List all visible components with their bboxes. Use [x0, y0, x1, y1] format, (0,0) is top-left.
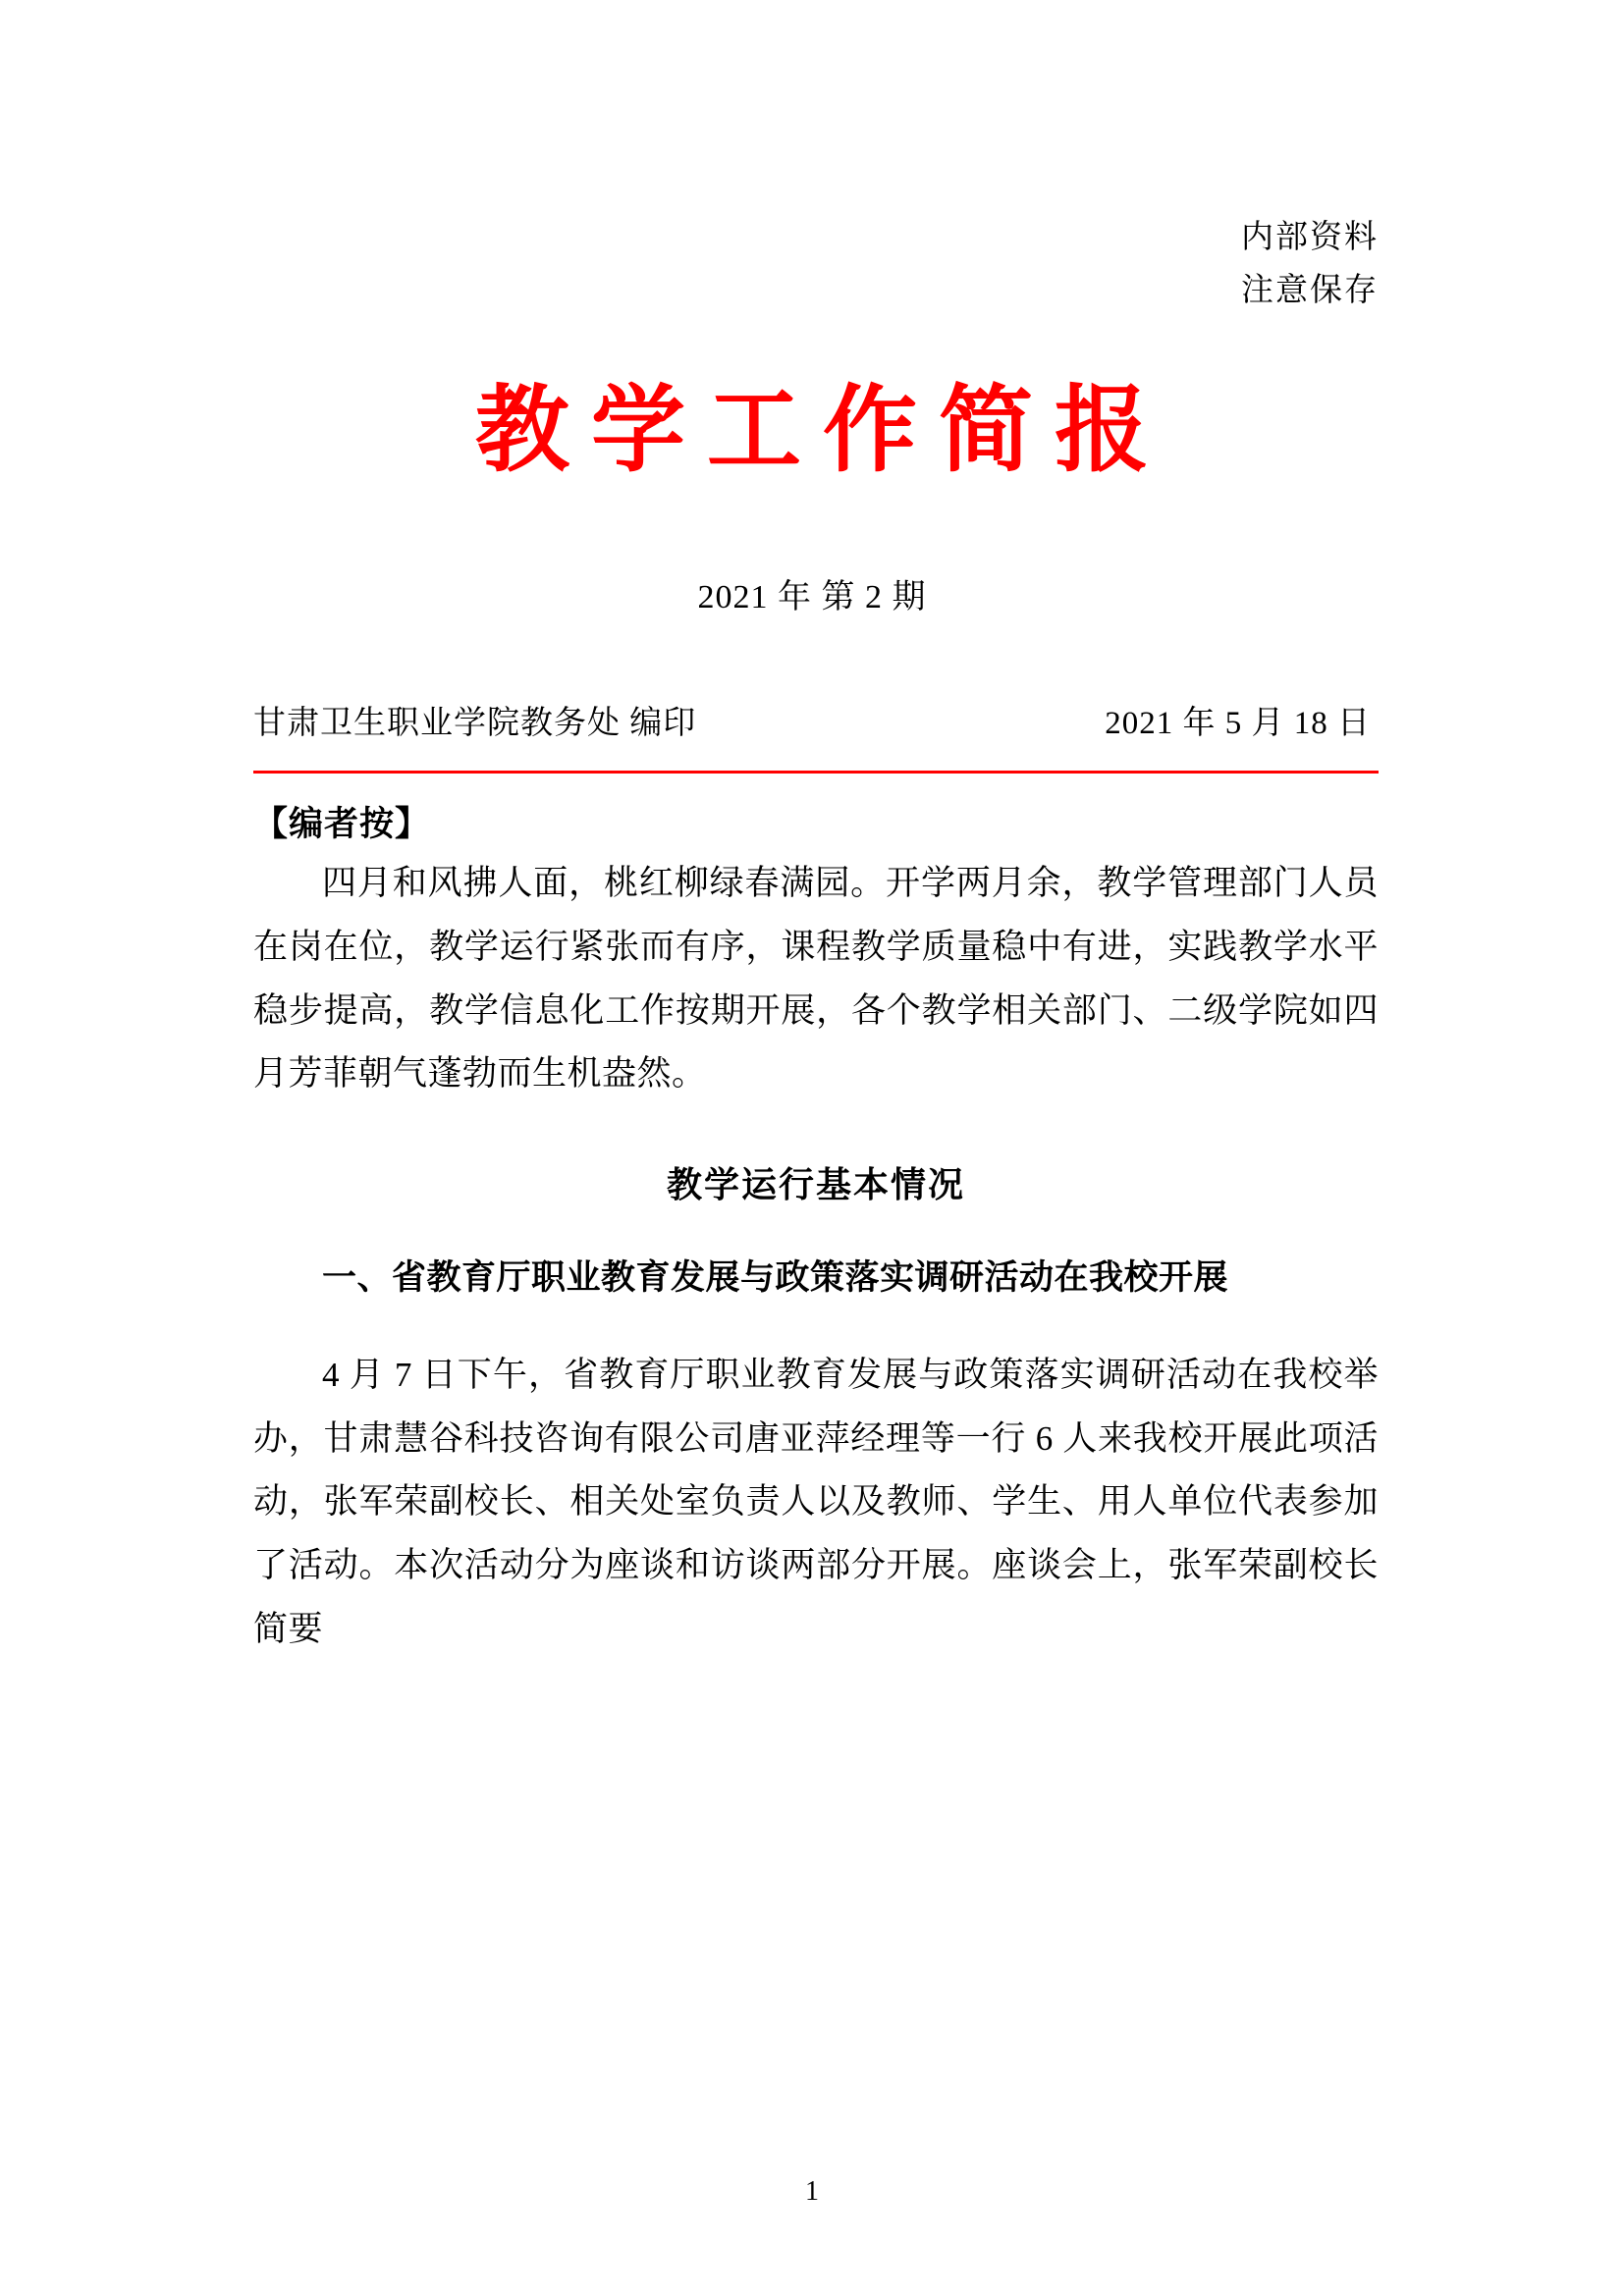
section-title: 教学运行基本情况	[666, 1165, 965, 1204]
page-number: 1	[805, 2176, 819, 2207]
imprint-date: 2021 年 5 月 18 日	[1105, 706, 1371, 741]
masthead-title: 教学工作简报	[475, 374, 1170, 485]
editor-note-paragraph: 四月和风拂人面，桃红柳绿春满园。开学两月余，教学管理部门人员在岗在位，教学运行紧张而有序，课程教学质量稳中有进，实践教学水平稳步提高，教学信息化工作按期开展，各个教学相关部门、二级学院如四月芳菲朝气蓬勃而生机盎然。	[253, 864, 1379, 1094]
header-notes	[1241, 211, 1379, 318]
imprint-publisher: 甘肃卫生职业学院教务处 编印	[253, 706, 697, 741]
header-note-line-2: 注意保存	[1241, 273, 1379, 309]
header-note-line-1: 内部资料	[1241, 220, 1379, 255]
issue-line: 2021 年 第 2 期	[697, 579, 927, 615]
imprint-row	[253, 697, 1371, 743]
paragraph-spacer	[253, 1310, 1379, 1344]
subsection-title: 一、省教育厅职业教育发展与政策落实调研活动在我校开展	[322, 1258, 1229, 1297]
body-paragraph-1: 4 月 7 日下午，省教育厅职业教育发展与政策落实调研活动在我校举办，甘肃慧谷科技咨询有限公司唐亚萍经理等一行 6 人来我校开展此项活动，张军荣副校长、相关处室负责人以及教师、学生、用人单位代表参加了活动。本次活动分为座谈和访谈两部分开展。座谈会上，张军荣副校长简要	[253, 1355, 1379, 1648]
editor-note-label: 【编者按】	[253, 805, 431, 843]
document-content	[253, 797, 1379, 1662]
red-divider-rule	[253, 771, 1379, 774]
